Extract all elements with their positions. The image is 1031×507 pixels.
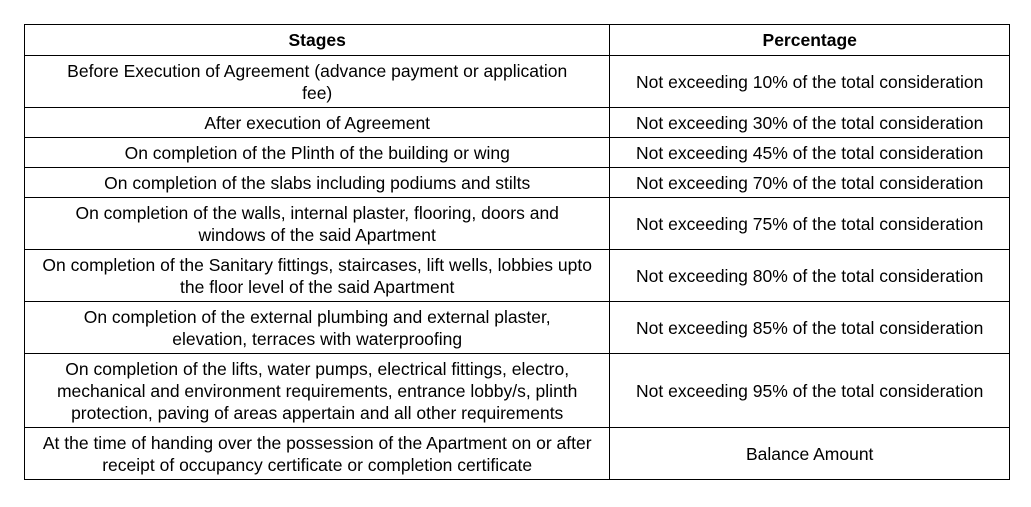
stage-cell: On completion of the slabs including podiums and stilts [25,168,610,198]
table-row [25,56,1010,108]
percentage-cell: Not exceeding 30% of the total consideration [610,108,1010,138]
stage-cell: On completion of the external plumbing and external plaster, elevation, terraces with waterproofing [25,302,610,354]
header-percentage: Percentage [610,25,1010,56]
percentage-cell: Not exceeding 85% of the total consideration [610,302,1010,354]
percentage-cell: Not exceeding 95% of the total consideration [610,354,1010,428]
header-stages: Stages [25,25,610,56]
header-row [25,25,1010,56]
stage-cell: On completion of the Sanitary fittings, staircases, lift wells, lobbies upto the floor level of the said Apartment [25,250,610,302]
table-row [25,138,1010,168]
percentage-cell: Not exceeding 10% of the total consideration [610,56,1010,108]
stage-cell: On completion of the walls, internal plaster, flooring, doors and windows of the said Apartment [25,198,610,250]
table-row [25,302,1010,354]
percentage-cell: Balance Amount [610,428,1010,480]
table-row [25,198,1010,250]
stage-cell: On completion of the lifts, water pumps, electrical fittings, electro, mechanical and environment requirements, entrance lobby/s, plinth protection, paving of areas appertain and all other requirements [25,354,610,428]
stage-cell: At the time of handing over the possession of the Apartment on or after receipt of occupancy certificate or completion certificate [25,428,610,480]
table-row [25,354,1010,428]
percentage-cell: Not exceeding 80% of the total consideration [610,250,1010,302]
stage-cell: On completion of the Plinth of the building or wing [25,138,610,168]
table-row [25,250,1010,302]
payment-stages-table [24,24,1010,480]
stage-cell: Before Execution of Agreement (advance payment or application fee) [25,56,610,108]
percentage-cell: Not exceeding 70% of the total consideration [610,168,1010,198]
percentage-cell: Not exceeding 45% of the total consideration [610,138,1010,168]
table-row [25,108,1010,138]
stage-cell: After execution of Agreement [25,108,610,138]
table-row [25,428,1010,480]
table-row [25,168,1010,198]
percentage-cell: Not exceeding 75% of the total consideration [610,198,1010,250]
